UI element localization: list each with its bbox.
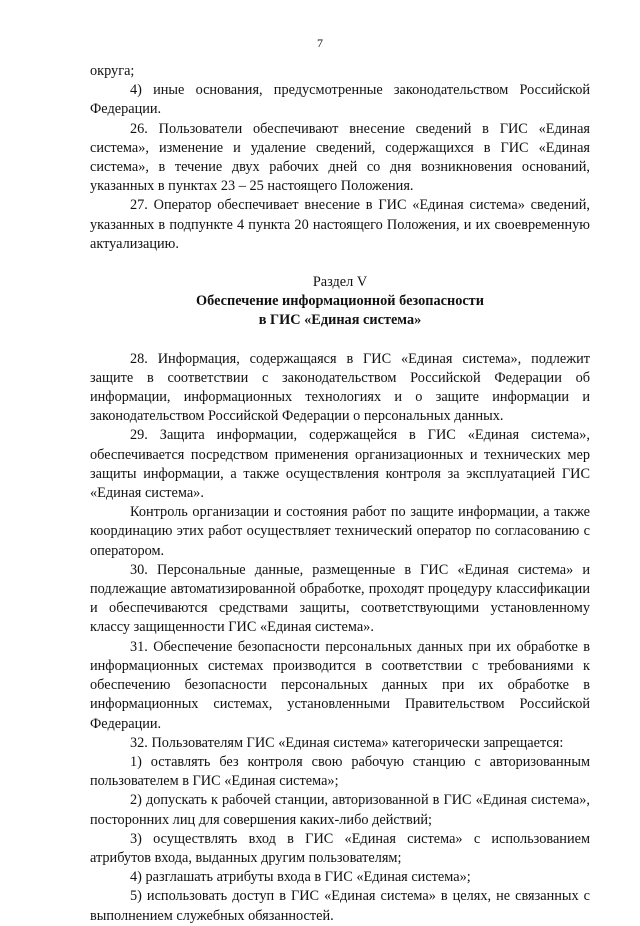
document-body	[90, 62, 590, 926]
page-number: 7	[317, 36, 323, 50]
paragraph: 29. Защита информации, содержащейся в ГИС «Единая система», обеспечивается посредством применения организационных и технических мер защиты информации, а также осуществления контроля за эксплуатацией ГИС «Единая система».	[90, 427, 590, 502]
list-item: 2) допускать к рабочей станции, авторизованной в ГИС «Единая система», посторонних лиц для совершения каких-либо действий;	[90, 792, 590, 828]
section-title-line-2: в ГИС «Единая система»	[258, 312, 422, 329]
paragraph: округа;	[90, 63, 135, 79]
section-label: Раздел V	[312, 274, 368, 291]
section-heading	[90, 273, 590, 331]
spacer	[90, 331, 590, 350]
paragraph: 26. Пользователи обеспечивают внесение сведений в ГИС «Единая система», изменение и удаление сведений, содержащихся в ГИС «Единая система», в течение двух рабочих дней со дня возникновения оснований, указанных в пунктах 23 – 25 настоящего Положения.	[90, 120, 590, 195]
list-item: 1) оставлять без контроля свою рабочую станцию с авторизованным пользователем в ГИС «Единая система»;	[90, 753, 590, 790]
paragraph: 4) иные основания, предусмотренные законодательством Российской Федерации.	[90, 82, 590, 118]
section-title-line-1: Обеспечение информационной безопасности	[196, 293, 484, 310]
paragraph: Контроль организации и состояния работ по защите информации, а также координацию этих работ осуществляет технический оператор по согласованию с оператором.	[90, 504, 590, 559]
paragraph: 28. Информация, содержащаяся в ГИС «Единая система», подлежит защите в соответствии с законодательством Российской Федерации об информации, информационных технологиях и о защите информации и законодательством Российской Федерации о персональных данных.	[90, 350, 590, 425]
list-item: 5) использовать доступ в ГИС «Единая система» в целях, не связанных с выполнением служебных обязанностей.	[90, 888, 590, 924]
paragraph: 27. Оператор обеспечивает внесение в ГИС «Единая система» сведений, указанных в подпункте 4 пункта 20 настоящего Положения, и их своевременную актуализацию.	[90, 197, 590, 252]
list-item: 3) осуществлять вход в ГИС «Единая система» с использованием атрибутов входа, выданных другим пользователям;	[90, 830, 590, 866]
paragraph: 30. Персональные данные, размещенные в ГИС «Единая система» и подлежащие автоматизированной обработке, проходят процедуру классификации и обеспечиваются средствами защиты, соответствующими установленному классу защищенности ГИС «Единая система».	[90, 561, 590, 636]
paragraph: 31. Обеспечение безопасности персональных данных при их обработке в информационных системах производится в соответствии с требованиями к обеспечению безопасности персональных данных при их обработке в информационных системах, установленными Правительством Российской Федерации.	[90, 638, 590, 732]
paragraph: 32. Пользователям ГИС «Единая система» категорически запрещается:	[130, 734, 564, 751]
list-item: 4) разглашать атрибуты входа в ГИС «Единая система»;	[130, 869, 471, 886]
